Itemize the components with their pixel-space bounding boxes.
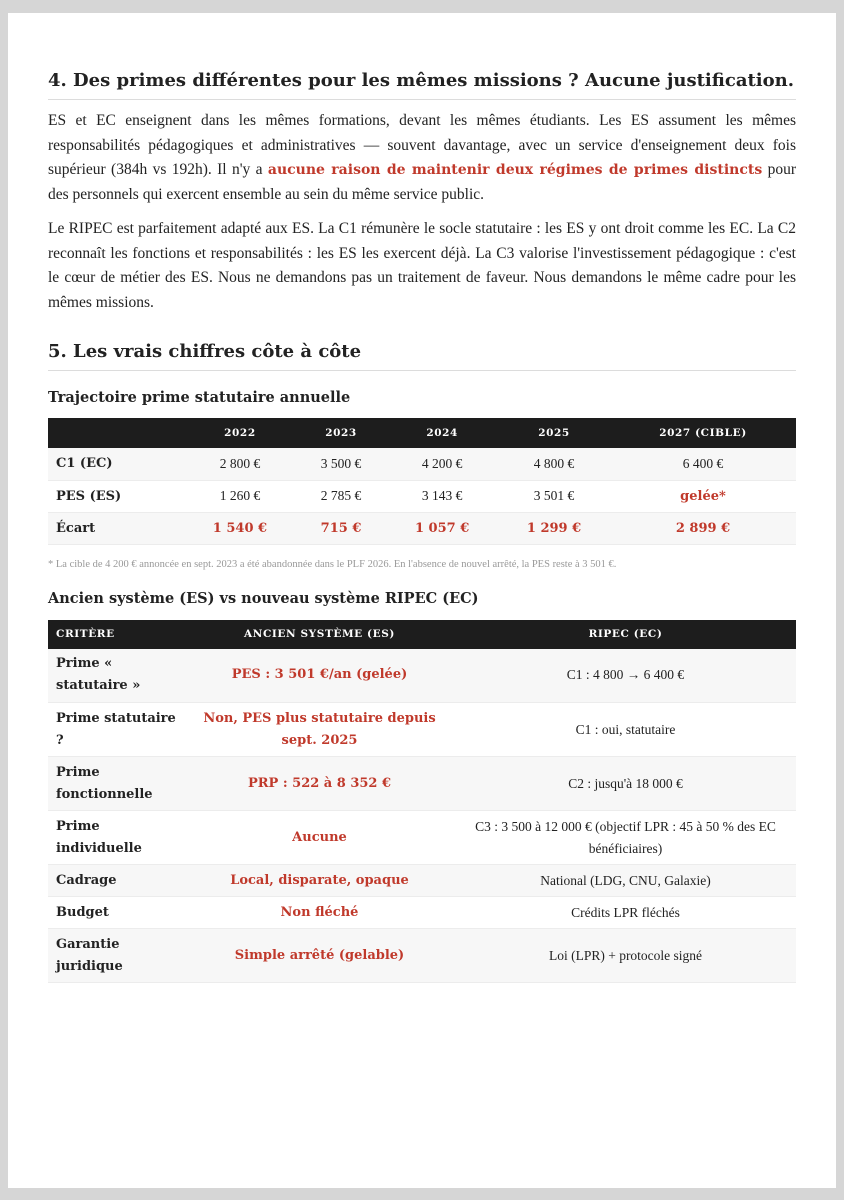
section-4-paragraph-1	[48, 109, 796, 207]
row-label: Écart	[48, 512, 184, 544]
table-row	[48, 703, 796, 757]
trajectory-footnote: * La cible de 4 200 € annoncée en sept. 2023 a été abandonnée dans le PLF 2026. En l'absence de nouvel arrêté, la PES reste à 3 501 €.	[48, 558, 617, 570]
old-system-cell: Local, disparate, opaque	[184, 865, 455, 897]
gap-cell: 2 899 €	[610, 512, 796, 544]
table-row	[48, 649, 796, 703]
table-cell: 2 785 €	[296, 480, 386, 512]
frozen-cell: gelée*	[610, 480, 796, 512]
header-2027-target: 2027 (CIBLE)	[610, 418, 796, 448]
header-criterion: CRITÈRE	[48, 620, 184, 649]
table-cell: 3 500 €	[296, 448, 386, 480]
table-cell: 4 200 €	[386, 448, 498, 480]
row-label: C1 (EC)	[48, 448, 184, 480]
criterion-cell: Prime individuelle	[48, 811, 184, 865]
section-4-paragraph-2: Le RIPEC est parfaitement adapté aux ES. La C1 rémunère le socle statutaire : les ES y ont droit comme les EC. La C2 reconnaît les fonctions et responsabilités : les ES les exercent déjà. La C3 valorise l'investissement pédagogique : c'est le cœur de métier des ES. Nous ne demandons pas un traitement de faveur. Nous demandons le même cadre pour les mêmes missions.	[48, 220, 796, 311]
gap-cell: 715 €	[296, 512, 386, 544]
header-2022: 2022	[184, 418, 296, 448]
trajectory-table	[48, 418, 796, 545]
ripec-cell: C2 : jusqu'à 18 000 €	[455, 757, 796, 811]
header-ripec: RIPEC (EC)	[455, 620, 796, 649]
comparison-header-row	[48, 620, 796, 649]
paragraph-1-text-a: ES et EC enseignent dans les mêmes formations, devant les mêmes étudiants. Les ES assument les mêmes responsabilités pédagogiques et administratives — souvent davantage, avec un service d'enseignement deux fois supérieur (384h vs 192h). Il n'y a	[48, 112, 796, 178]
ripec-cell: C1 : oui, statutaire	[455, 703, 796, 757]
table-cell: 1 260 €	[184, 480, 296, 512]
old-system-cell: Aucune	[184, 811, 455, 865]
row-label: PES (ES)	[48, 480, 184, 512]
criterion-cell: Garantie juridique	[48, 929, 184, 983]
header-2024: 2024	[386, 418, 498, 448]
table-row	[48, 897, 796, 929]
ripec-cell: National (LDG, CNU, Galaxie)	[455, 865, 796, 897]
header-blank	[48, 418, 184, 448]
old-system-cell: PRP : 522 à 8 352 €	[184, 757, 455, 811]
header-2023: 2023	[296, 418, 386, 448]
table-cell: 3 501 €	[498, 480, 610, 512]
criterion-cell: Prime statutaire ?	[48, 703, 184, 757]
table-cell: 6 400 €	[610, 448, 796, 480]
ripec-cell: Loi (LPR) + protocole signé	[455, 929, 796, 983]
old-system-cell: Simple arrêté (gelable)	[184, 929, 455, 983]
table-row	[48, 512, 796, 544]
criterion-cell: Cadrage	[48, 865, 184, 897]
table-row	[48, 865, 796, 897]
table-cell: 2 800 €	[184, 448, 296, 480]
old-system-cell: Non fléché	[184, 897, 455, 929]
old-system-cell: PES : 3 501 €/an (gelée)	[184, 649, 455, 703]
ripec-cell: C3 : 3 500 à 12 000 € (objectif LPR : 45 à 50 % des EC bénéficiaires)	[455, 811, 796, 865]
gap-cell: 1 540 €	[184, 512, 296, 544]
criterion-cell: Prime fonctionnelle	[48, 757, 184, 811]
criterion-cell: Budget	[48, 897, 184, 929]
trajectory-table-title: Trajectoire prime statutaire annuelle	[48, 389, 351, 406]
header-2025: 2025	[498, 418, 610, 448]
table-row	[48, 929, 796, 983]
old-system-cell: Non, PES plus statutaire depuis sept. 2025	[184, 703, 455, 757]
table-cell: 4 800 €	[498, 448, 610, 480]
gap-cell: 1 057 €	[386, 512, 498, 544]
criterion-cell: Prime « statutaire »	[48, 649, 184, 703]
table-row	[48, 448, 796, 480]
paragraph-1-emphasis: aucune raison de maintenir deux régimes de primes distincts	[267, 162, 763, 178]
table-cell: 3 143 €	[386, 480, 498, 512]
comparison-table	[48, 620, 796, 984]
trajectory-header-row	[48, 418, 796, 448]
document-page	[8, 13, 836, 1188]
comparison-table-title: Ancien système (ES) vs nouveau système RIPEC (EC)	[48, 589, 479, 607]
gap-cell: 1 299 €	[498, 512, 610, 544]
table-row	[48, 757, 796, 811]
section-4-heading: 4. Des primes différentes pour les mêmes missions ? Aucune justification.	[48, 70, 796, 100]
header-old-system: ANCIEN SYSTÈME (ES)	[184, 620, 455, 649]
section-5-heading: 5. Les vrais chiffres côte à côte	[48, 341, 796, 371]
ripec-cell: Crédits LPR fléchés	[455, 897, 796, 929]
paragraph-1-text-b: pour des personnels qui exercent ensemble au sein du même service public.	[48, 161, 796, 203]
table-row	[48, 480, 796, 512]
table-row	[48, 811, 796, 865]
ripec-cell: C1 : 4 800 → 6 400 €	[455, 649, 796, 703]
